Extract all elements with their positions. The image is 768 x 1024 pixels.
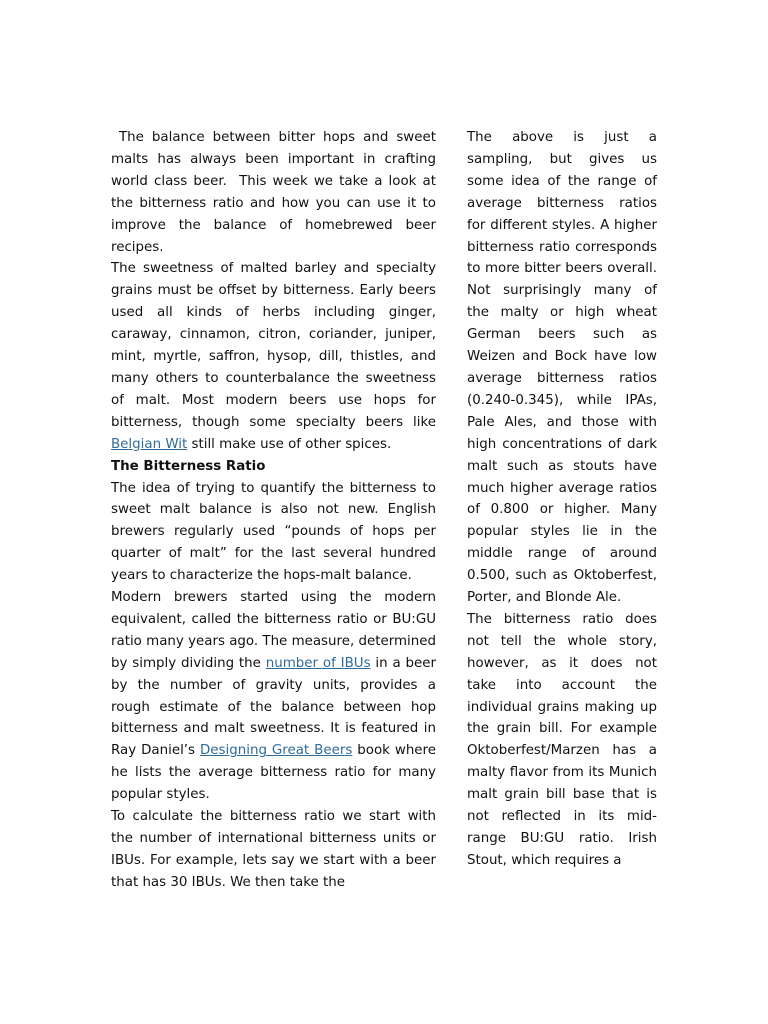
sweetness-paragraph [111, 258, 436, 455]
limitations-paragraph: The bitterness ratio does not tell the whole story, however, as it does not take into account the individual grains making up the grain bill. For example Oktoberfest/Marzen has a malty flavor from its Munich malt grain bill base that is not reflected in its mid-range BU:GU ratio. Irish Stout, which requires a [467, 611, 657, 868]
bugu-text-end: book where he lists the average bitterness ratio for many popular styles. [111, 743, 436, 803]
bugu-paragraph [111, 587, 436, 806]
bugu-text: Modern brewers started using the modern equivalent, called the bitterness ratio or BU:GU ratio many years ago. The measure, determined by simply dividing the [111, 590, 436, 671]
section-heading: The Bitterness Ratio [111, 458, 266, 474]
bugu-text-middle: in a beer by the number of gravity units, provides a rough estimate of the balance between hop bitterness and malt sweetness. It is featured in Ray Daniel’s [111, 655, 436, 759]
sweetness-text: The sweetness of malted barley and specialty grains must be offset by bitterness. Early beers used all kinds of herbs including ginger, caraway, cinnamon, citron, coriander, juniper, mint, myrtle, saffron, hysop, dill, thistles, and many others to counterbalance the sweetness of malt. Most modern beers use hops for bitterness, though some specialty beers like [111, 261, 436, 430]
styles-range-paragraph: The above is just a sampling, but gives us some idea of the range of average bitterness ratios for different styles. A higher bitterness ratio corresponds to more bitter beers overall. Not surprisingly many of the malty or high wheat German beers such as Weizen and Bock have low average bitterness ratios (0.240-0.345), while IPAs, Pale Ales, and those with high concentrations of dark malt such as stouts have much higher average ratios of 0.800 or higher. Many popular styles lie in the middle range of around 0.500, such as Oktoberfest, Porter, and Blonde Ale. [467, 130, 657, 606]
history-paragraph: The idea of trying to quantify the bitterness to sweet malt balance is also not new. English brewers regularly used “pounds of hops per quarter of malt” for the last several hundred years to characterize the hops-malt balance. [111, 480, 436, 584]
left-column [111, 127, 441, 894]
designing-great-beers-link[interactable]: Designing Great Beers [200, 743, 353, 759]
calculation-paragraph: To calculate the bitterness ratio we start with the number of international bitterness units or IBUs. For example, lets say we start with a beer that has 30 IBUs. We then take the [111, 809, 436, 890]
number-of-ibus-link[interactable]: number of IBUs [265, 655, 371, 671]
sweetness-text-end: still make use of other spices. [187, 436, 392, 452]
right-column [467, 127, 657, 872]
intro-paragraph: The balance between bitter hops and sweet malts has always been important in crafting world class beer. This week we take a look at the bitterness ratio and how you can use it to improve the balance of homebrewed beer recipes. [111, 130, 441, 255]
belgian-wit-link[interactable]: Belgian Wit [111, 436, 188, 452]
